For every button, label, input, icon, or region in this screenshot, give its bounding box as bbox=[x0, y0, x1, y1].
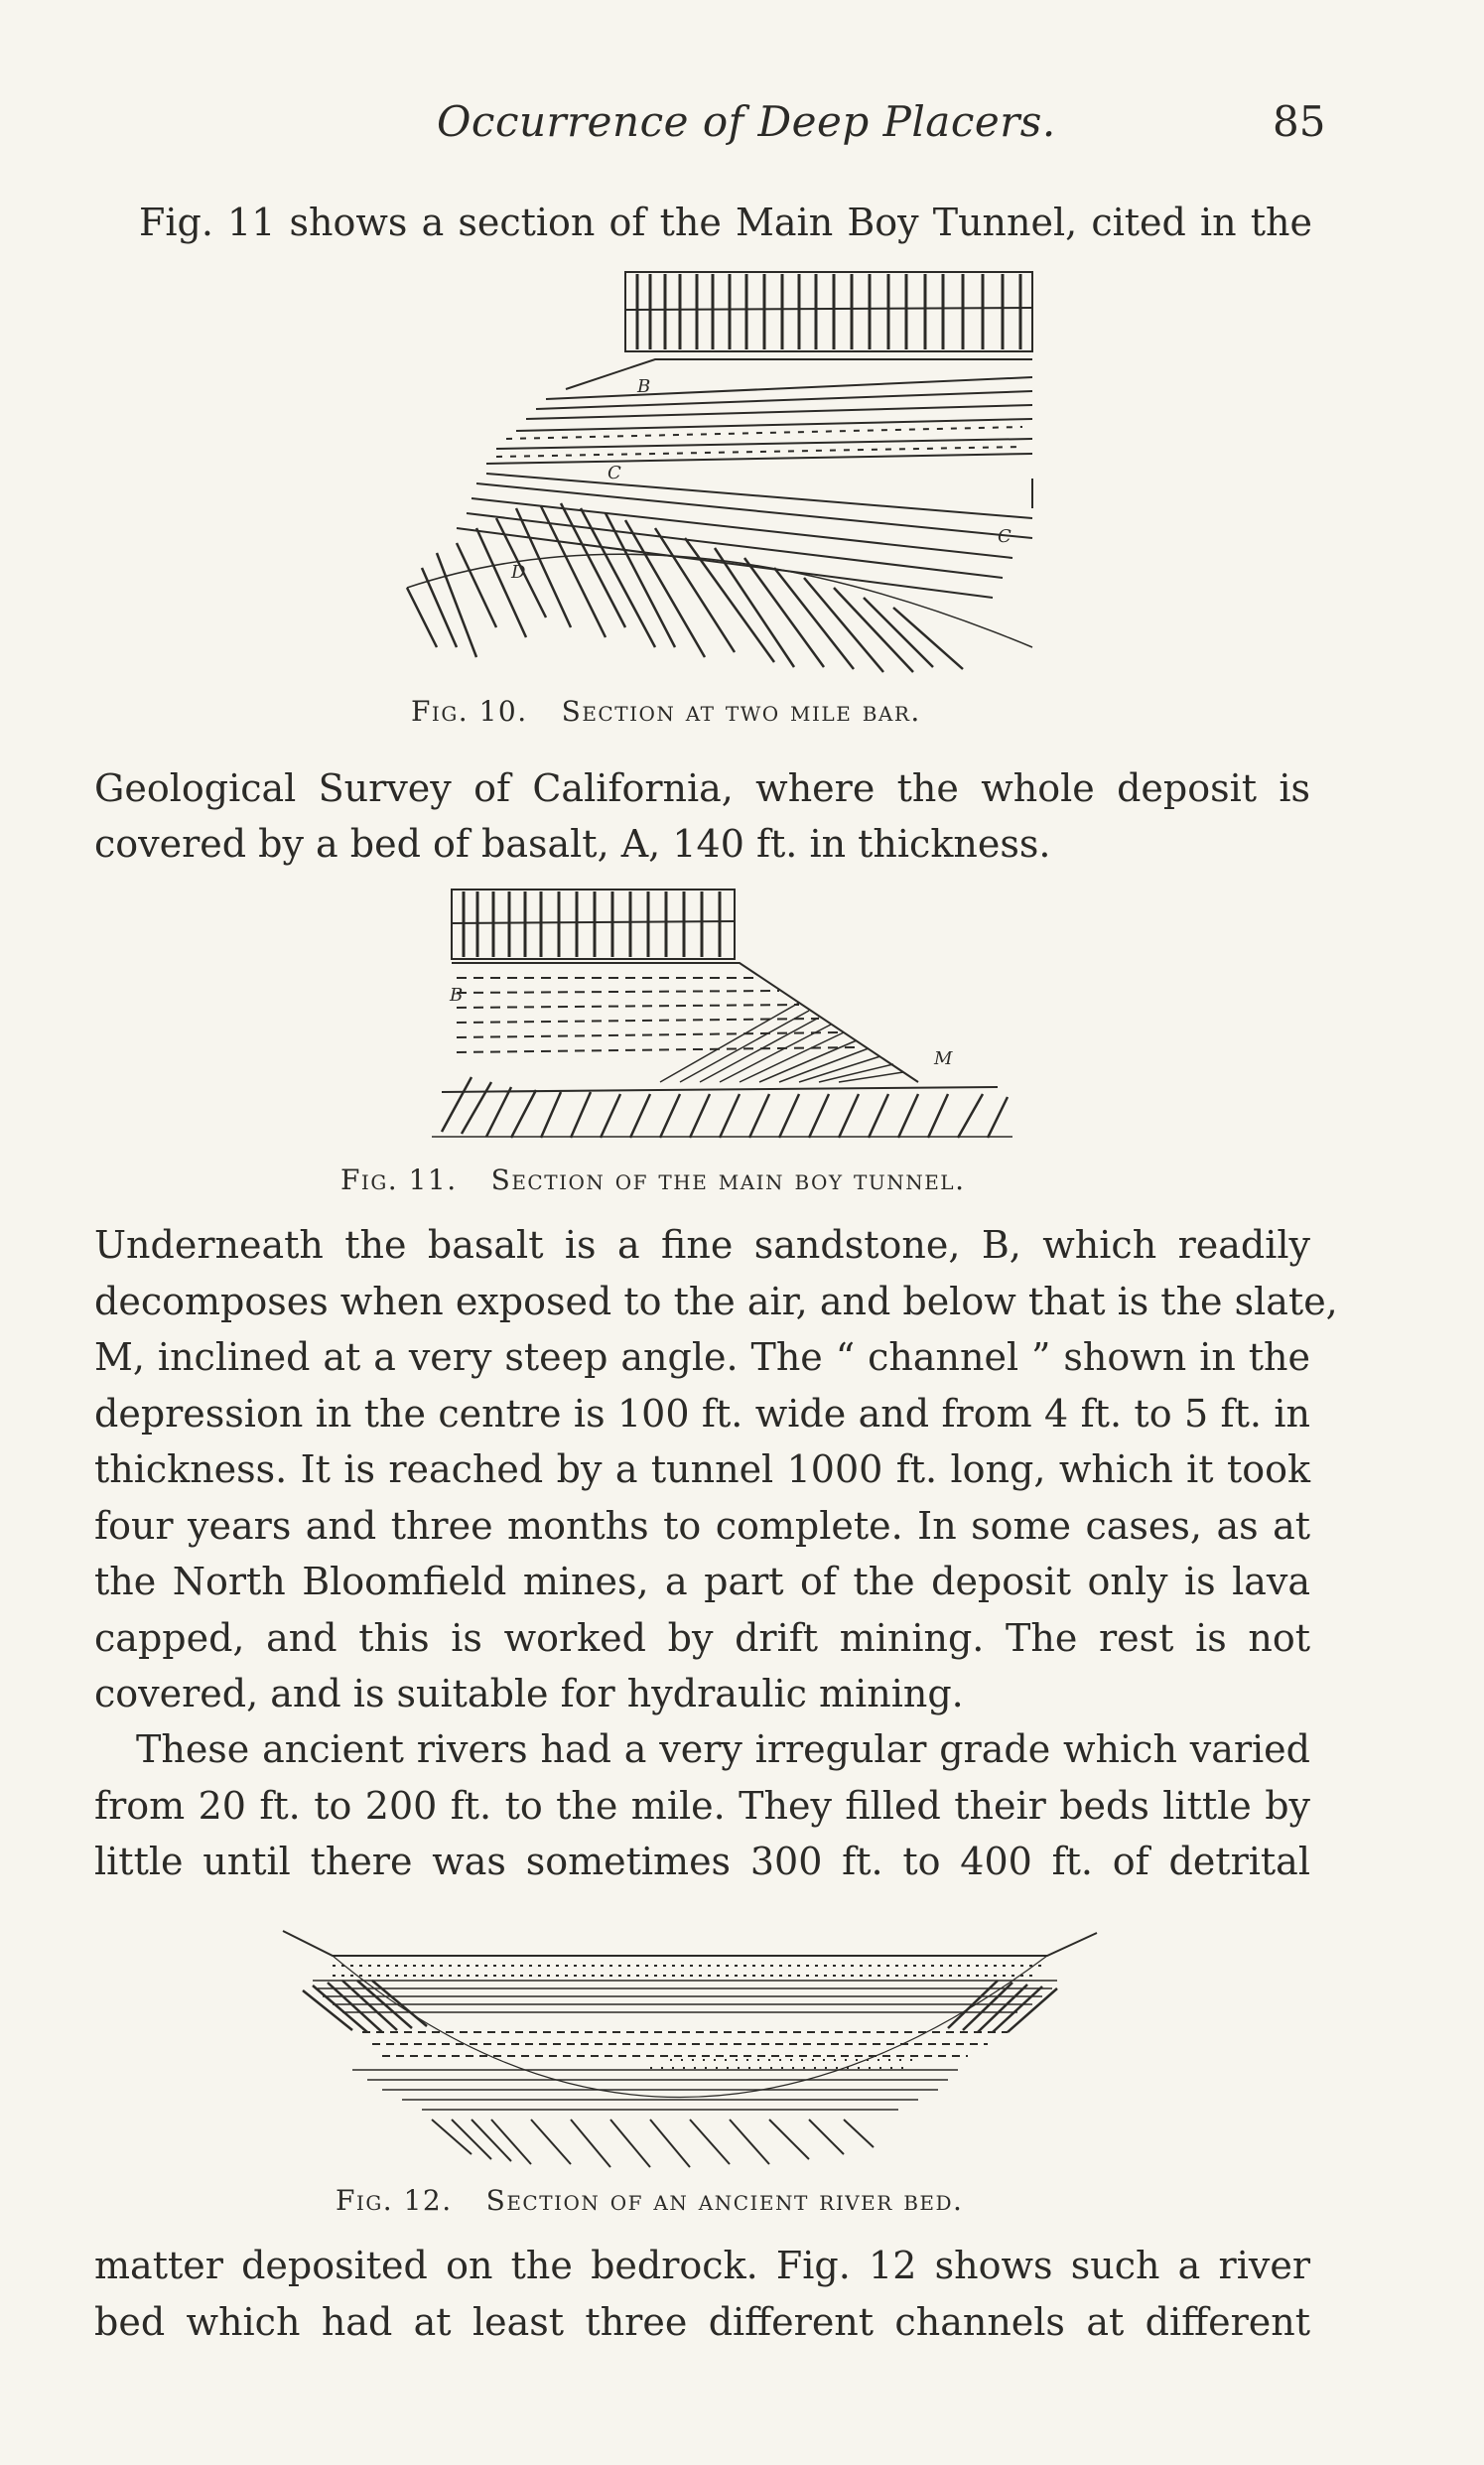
text-line: matter deposited on the bedrock. Fig. 12 shows such a river bbox=[94, 2244, 1310, 2287]
paragraph-intro bbox=[139, 195, 1312, 250]
text-line: covered, and is suitable for hydraulic mining. bbox=[94, 1672, 964, 1715]
text-line: depression in the centre is 100 ft. wide and from 4 ft. to 5 ft. in bbox=[94, 1391, 1310, 1436]
running-title: Occurrence of Deep Placers. bbox=[437, 97, 1056, 146]
figure-12-number: Fig. 12. bbox=[336, 2184, 453, 2217]
figure-10-title: Section at two mile bar. bbox=[561, 695, 921, 728]
page-number: 85 bbox=[1273, 97, 1326, 146]
text-line: These ancient rivers had a very irregular grade which varied bbox=[136, 1727, 1310, 1771]
figure-12-caption bbox=[336, 2184, 963, 2217]
paragraph-underneath bbox=[94, 1217, 1338, 1722]
fig10-label-c-upper: C bbox=[607, 463, 621, 483]
fig10-label-b: B bbox=[637, 376, 651, 397]
figure-10-number: Fig. 10. bbox=[411, 695, 528, 728]
text-line: decomposes when exposed to the air, and below that is the slate, bbox=[94, 1279, 1338, 1323]
text-line: capped, and this is worked by drift mining. The rest is not bbox=[94, 1615, 1310, 1660]
text-line: from 20 ft. to 200 ft. to the mile. They filled their beds little by bbox=[94, 1783, 1310, 1828]
text-line: bed which had at least three different channels at different bbox=[94, 2299, 1310, 2344]
text-line: Underneath the basalt is a fine sandstone, B, which readily bbox=[94, 1223, 1310, 1267]
text-line: little until there was sometimes 300 ft. to 400 ft. of detrital bbox=[94, 1840, 1310, 1883]
figure-11-illustration bbox=[402, 884, 1017, 1152]
figure-11-caption bbox=[340, 1164, 965, 1196]
figure-11-title: Section of the main boy tunnel. bbox=[490, 1164, 966, 1196]
text-line: covered by a bed of basalt, A, 140 ft. in thickness. bbox=[94, 822, 1051, 866]
running-head bbox=[0, 97, 1484, 157]
text-line: Geological Survey of California, where the whole deposit is bbox=[94, 766, 1310, 810]
fig11-label-b: B bbox=[450, 985, 464, 1006]
figure-10-illustration bbox=[377, 260, 1052, 677]
text-line: the North Bloomfield mines, a part of the deposit only is lava bbox=[94, 1560, 1310, 1603]
fig10-label-c-lower: C bbox=[998, 526, 1012, 547]
figure-12-illustration bbox=[273, 1921, 1147, 2179]
figure-10-svg bbox=[377, 260, 1052, 677]
fig11-label-m: M bbox=[934, 1048, 953, 1069]
figure-10-caption bbox=[411, 695, 921, 728]
figure-12-title: Section of an ancient river bed. bbox=[485, 2184, 964, 2217]
text-line: M, inclined at a very steep angle. The “ channel ” shown in the bbox=[94, 1335, 1310, 1379]
text-line: Fig. 11 shows a section of the Main Boy Tunnel, cited in the bbox=[139, 201, 1312, 244]
fig10-label-d: D bbox=[511, 562, 526, 583]
figure-11-svg bbox=[402, 884, 1017, 1152]
paragraph-survey bbox=[94, 760, 1310, 872]
text-line: four years and three months to complete. In some cases, as at bbox=[94, 1503, 1310, 1548]
figure-11-number: Fig. 11. bbox=[340, 1164, 458, 1196]
paragraph-ancient-rivers bbox=[94, 1721, 1310, 1890]
paragraph-matter-deposited bbox=[94, 2238, 1310, 2350]
figure-12-svg bbox=[273, 1921, 1147, 2179]
text-line: thickness. It is reached by a tunnel 1000 ft. long, which it took bbox=[94, 1447, 1310, 1491]
